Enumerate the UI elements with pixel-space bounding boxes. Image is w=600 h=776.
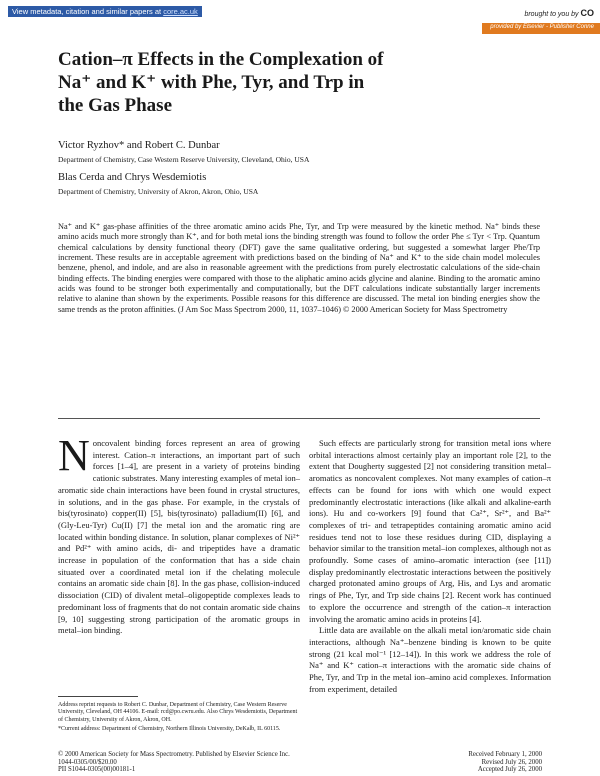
footnote-current-address: *Current address: Department of Chemistry, Northern Illinois University, DeKalb, IL 60115. <box>58 726 281 733</box>
author-group-2: Blas Cerda and Chrys Wesdemiotis <box>58 172 207 183</box>
intro-text: oncovalent binding forces represent an area of growing interest. Cation–π interactions, an important part of such forces [1–4], are present in a variety of proteins binding cationic substrates. Many interesting examples of metal ion–aromatic side chain interactions have been found in crystal structures, in solutions, and in the gas phase. For example, in the crystals of bis(tyrosinato) copper(II) [5], bis(tyrosinato) palladium(II) [6], and (Gly-Leu-Tyr) Cu(II) [7] the metal ion and the aromatic ring are located within bonding distance. In solution, planar complexes of Ni²⁺ and Pd²⁺ with amino acids, di- and tripeptides have a dramatic increase in population of the conformation that has a side chain situated over a coordinated metal ion if the chelating molecule contains an aromatic side chain [8]. In the gas phase, collision-induced dissociation (CID) of divalent metal–oligopeptide complexes leads to predominant loss of fragments that do not contain aromatic side chains [9, 10] suggesting strong participation of the aromatic groups in metal–ion binding. <box>58 438 300 636</box>
affiliation-2: Department of Chemistry, University of Akron, Akron, Ohio, USA <box>58 187 259 196</box>
footnote-address: Address reprint requests to Robert C. Dunbar, Department of Chemistry, Case Western Reserve University, Cleveland, OH 44106. E-mail: rcd@po.cwru.edu. Also Chrys Wesdemiotis, Department of Chemistry, University of Akron, Akron, OH. <box>58 702 298 723</box>
core-link-anchor[interactable]: core.ac.uk <box>163 7 198 16</box>
footnote-divider <box>58 696 138 697</box>
title-line-2: Na⁺ and K⁺ with Phe, Tyr, and Trp in <box>58 72 365 93</box>
abstract: Na⁺ and K⁺ gas-phase affinities of the three aromatic amino acids Phe, Tyr, and Trp were measured by the kinetic method. Na⁺ binds these amino acids much more strongly than K⁺, and for both metal ions the binding strength was found to follow the order Phe ≤ Tyr < Trp. Quantum chemical calculations by density functional theory (DFT) gave the same qualitative ordering, but suggested a somewhat larger Phe/Trp increment. These results are in acceptable agreement with predictions based on the binding of Na⁺ and K⁺ to the side chain model molecules benzene, phenol, and indole, and are also in reasonable agreement with the predictions from purely electrostatic calculations of the side-chain binding effects. The binding energies were compared with those to the aliphatic amino acids glycine and alanine. Binding to the aromatic amino acids was found to be stronger both experimentally and computationally, but the DFT calculations indicate substantially larger increments relative to alanine than shown by the experiments. Possible reasons for this difference are discussed. The metal ion binding energies show the same trends as the proton affinities. (J Am Soc Mass Spectrom 2000, 11, 1037–1046) © 2000 American Society for Mass Spectrometry <box>58 222 540 314</box>
section-divider <box>58 418 540 419</box>
author-group-1: Victor Ryzhov* and Robert C. Dunbar <box>58 140 220 151</box>
revised-date: Revised July 26, 2000 <box>481 758 542 766</box>
issn-line: 1044-0305/00/$20.00 <box>58 758 117 766</box>
drop-cap: N <box>58 431 90 480</box>
left-column <box>58 431 300 637</box>
core-link-text: View metadata, citation and similar papers at <box>12 7 162 16</box>
body-paragraph-3: Little data are available on the alkali metal ion/aromatic side chain interactions, although Na⁺–benzene binding is known to be quite strong (21 kcal mol⁻¹ [12–14]). In this work we address the role of Na⁺ and K⁺ cation–π interactions with the aromatic side chains of Phe, Tyr, and Trp in the metal ion–amino acid complexes. Information from experiment, detailed <box>309 625 551 694</box>
pii-line: PII S1044-0305(00)00181-1 <box>58 766 136 774</box>
right-column <box>309 438 551 695</box>
received-date: Received February 1, 2000 <box>468 751 542 758</box>
paper-title <box>58 48 498 117</box>
provided-by-banner[interactable]: provided by Elsevier - Publisher Conne <box>482 23 600 34</box>
copyright-block <box>58 751 290 774</box>
body-paragraph-2: Such effects are particularly strong for transition metal ions where orbital interactions almost certainly play an important role [2], to the extent that Dougherty suggested [2] not considering transition metal–aromatics as noncovalent complexes. Not many examples of cation–π effects can be found for ions with which one would expect predominantly electrostatic interactions (like alkali and alkaline-earth ions). Hu and co-workers [9] found that Ca²⁺, Sr²⁺, and Ba²⁺ complexes of tri- and tetrapeptides containing aromatic amino acid residues tend not to lose these residues during CID, displaying a behavior similar to the transition metal–ion complexes, although not as profoundly. Some cases of amino–aromatic interaction (see [11]) display predominantly electrostatic interactions between the positively charged protonated amino groups of Arg, His, and Lys and aromatic rings of Phe, Tyr, and Trp side chains [2]. Recent work has continued to explore the occurrence and strength of the cation–π interaction involving the aromatic amino acids in proteins [4]. <box>309 438 551 624</box>
copyright-line: © 2000 American Society for Mass Spectrometry. Published by Elsevier Science Inc. <box>58 751 290 758</box>
top-banner <box>0 0 600 22</box>
core-metadata-link[interactable] <box>8 6 202 17</box>
core-logo[interactable]: CO <box>580 8 594 18</box>
dates-block <box>468 751 542 774</box>
footnotes <box>58 702 298 736</box>
title-line-3: the Gas Phase <box>58 95 172 116</box>
intro-paragraph <box>58 431 300 637</box>
brought-by-text: brought to you by <box>524 11 579 18</box>
accepted-date: Accepted July 26, 2000 <box>477 766 542 774</box>
brought-by-label <box>524 8 594 18</box>
title-line-1: Cation–π Effects in the Complexation of <box>58 49 384 70</box>
affiliation-1: Department of Chemistry, Case Western Reserve University, Cleveland, Ohio, USA <box>58 155 310 164</box>
